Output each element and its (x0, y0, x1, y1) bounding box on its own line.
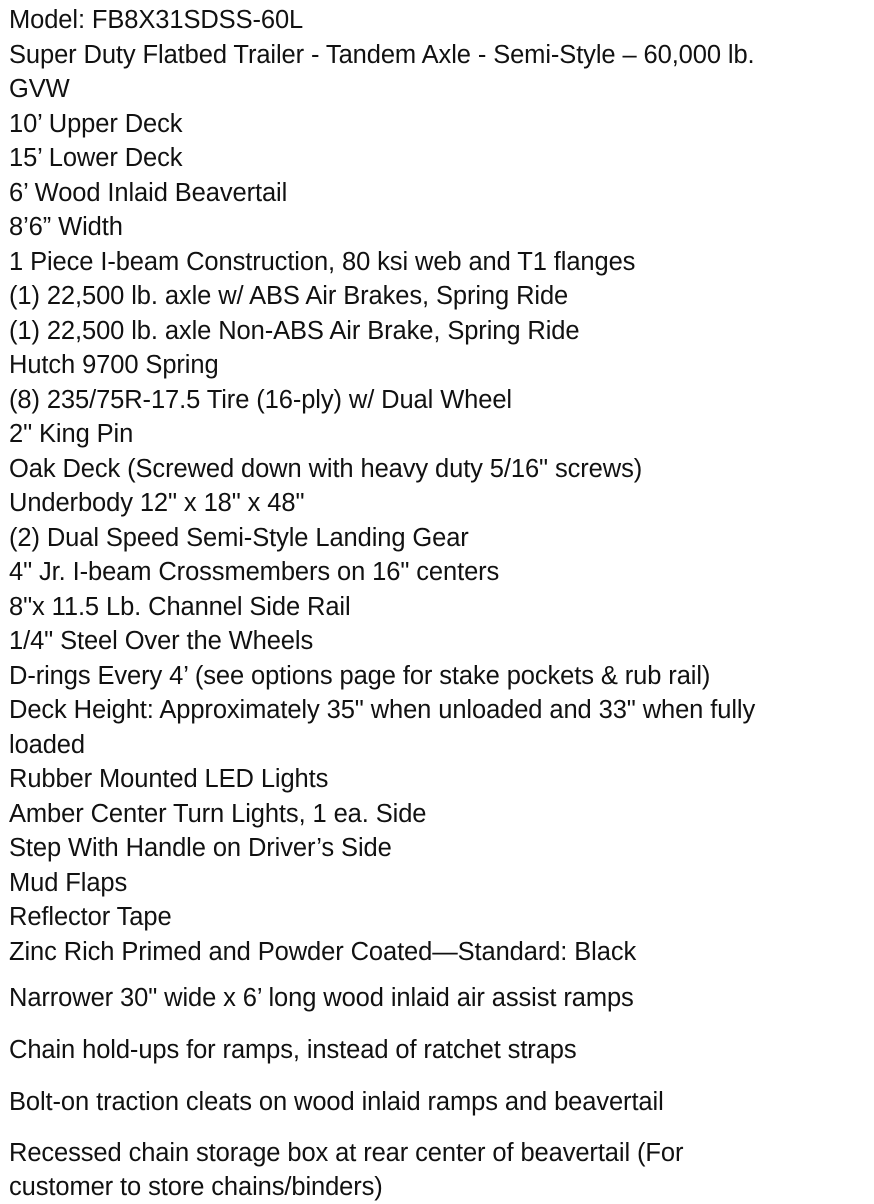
spec-line: Hutch 9700 Spring (9, 351, 219, 379)
option-line: Recessed chain storage box at rear center of beavertail (For (9, 1139, 684, 1167)
spec-line: (2) Dual Speed Semi-Style Landing Gear (9, 524, 469, 552)
option-line-continued: customer to store chains/binders) (9, 1173, 383, 1201)
spec-line: Oak Deck (Screwed down with heavy duty 5/16" screws) (9, 455, 643, 483)
option-line: Narrower 30" wide x 6’ long wood inlaid air assist ramps (9, 984, 634, 1012)
spec-line: (8) 235/75R-17.5 Tire (16-ply) w/ Dual Wheel (9, 386, 512, 414)
spec-line: 6’ Wood Inlaid Beavertail (9, 179, 288, 207)
model-line: Model: FB8X31SDSS-60L (9, 6, 304, 34)
spec-line: 10’ Upper Deck (9, 110, 183, 138)
spec-line: Rubber Mounted LED Lights (9, 765, 329, 793)
spec-line: Underbody 12" x 18" x 48" (9, 489, 305, 517)
trailer-description-continued: GVW (9, 75, 70, 103)
option-line: Bolt-on traction cleats on wood inlaid ramps and beavertail (9, 1088, 664, 1116)
spec-line: (1) 22,500 lb. axle Non-ABS Air Brake, Spring Ride (9, 317, 580, 345)
spec-line: (1) 22,500 lb. axle w/ ABS Air Brakes, Spring Ride (9, 282, 569, 310)
deck-height-continued: loaded (9, 731, 85, 759)
spec-line: 1 Piece I-beam Construction, 80 ksi web and T1 flanges (9, 248, 636, 276)
spec-line: Amber Center Turn Lights, 1 ea. Side (9, 800, 427, 828)
finish-line: Zinc Rich Primed and Powder Coated—Standard: Black (9, 938, 637, 966)
spec-line: 8’6” Width (9, 213, 123, 241)
option-line: Chain hold-ups for ramps, instead of ratchet straps (9, 1036, 577, 1064)
deck-height-line: Deck Height: Approximately 35" when unloaded and 33" when fully (9, 696, 756, 724)
spec-line: Reflector Tape (9, 903, 172, 931)
spec-line: 15’ Lower Deck (9, 144, 183, 172)
spec-line: 4" Jr. I-beam Crossmembers on 16" centers (9, 558, 500, 586)
spec-line: 8"x 11.5 Lb. Channel Side Rail (9, 593, 351, 621)
spec-line: D-rings Every 4’ (see options page for stake pockets & rub rail) (9, 662, 711, 690)
trailer-description-line: Super Duty Flatbed Trailer - Tandem Axle - Semi-Style – 60,000 lb. (9, 41, 755, 69)
spec-line: 2" King Pin (9, 420, 134, 448)
spec-line: 1/4" Steel Over the Wheels (9, 627, 314, 655)
spec-line: Mud Flaps (9, 869, 128, 897)
spec-line: Step With Handle on Driver’s Side (9, 834, 392, 862)
